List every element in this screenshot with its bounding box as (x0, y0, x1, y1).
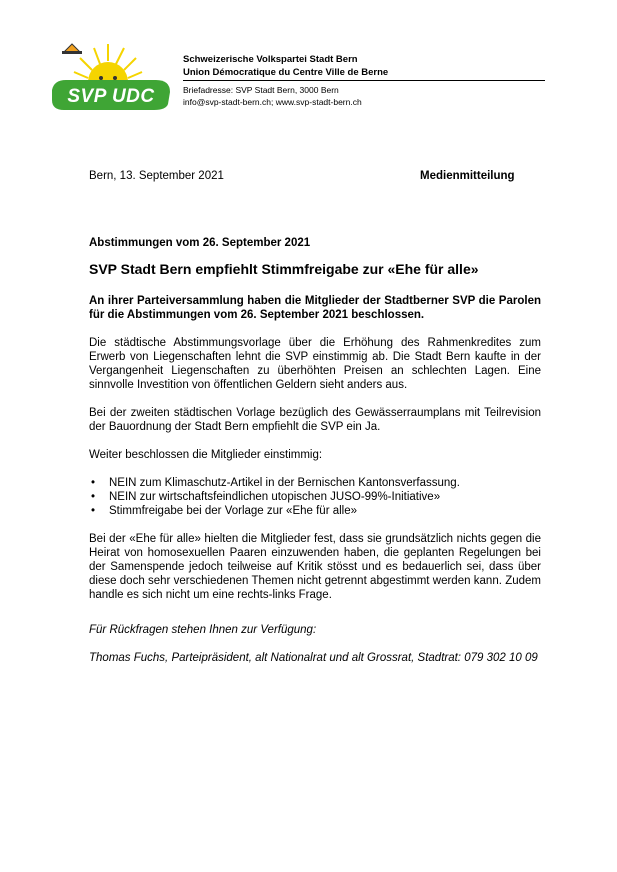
logo-text: SVP UDC (67, 86, 155, 107)
list-item: • NEIN zur wirtschaftsfeindlichen utopischen JUSO-99%-Initiative» (89, 490, 541, 504)
header-divider (183, 80, 545, 81)
headline: SVP Stadt Bern empfiehlt Stimmfreigabe zur «Ehe für alle» (89, 261, 479, 277)
contact-block (89, 623, 538, 665)
list-item: • Stimmfreigabe bei der Vorlage zur «Ehe für alle» (89, 504, 541, 518)
contact-person: Thomas Fuchs, Parteipräsident, alt Nationalrat und alt Grossrat, Stadtrat: 079 302 10 09 (89, 652, 538, 664)
paragraph-2: Bei der zweiten städtischen Vorlage bezüglich des Gewässerraumplans mit Teilrevision der Bauordnung der Stadt Bern empfiehlt die SVP ein Ja. (89, 407, 541, 433)
vote-date: Abstimmungen vom 26. September 2021 (89, 237, 311, 249)
paragraph-4: Bei der «Ehe für alle» hielten die Mitglieder fest, dass sie grundsätzlich nichts gegen die Heirat von homosexuellen Paaren einzuwenden haben, die geplanten Regelungen bei der Samenspende jedoch teilweise auf Kritik stösst und es bedauerlich sei, dass über diese doch sehr verschiedenen Themen nicht getrennt abgestimmt werden kann. Zudem handle es sich nicht um eine rechts-links Frage. (89, 533, 541, 601)
paragraph-3: Weiter beschlossen die Mitglieder einstimmig: (89, 449, 323, 461)
paragraph-1: Die städtische Abstimmungsvorlage über die Erhöhung des Rahmenkredites zum Erwerb von Liegenschaften lehnt die SVP einstimmig ab. Die Stadt Bern kaufte in der Vergangenheit Liegenschaften zu überhöhten Preisen an schlechten Lagen. Eine sinnvolle Investition von öffentlichen Geldern sieht anders aus. (89, 337, 541, 391)
contact-intro: Für Rückfragen stehen Ihnen zur Verfügung: (89, 624, 317, 636)
svp-logo (50, 38, 172, 110)
org-address: Briefadresse: SVP Stadt Bern, 3000 Bern (183, 85, 339, 95)
article-body (89, 294, 541, 616)
org-contact: info@svp-stadt-bern.ch; www.svp-stadt-bern.ch (183, 97, 362, 107)
lead-paragraph: An ihrer Parteiversammlung haben die Mitglieder der Stadtberner SVP die Parolen für die Abstimmungen vom 26. September 2021 beschlossen. (89, 295, 541, 321)
dateline: Bern, 13. September 2021 (89, 170, 224, 182)
doc-type: Medienmitteilung (420, 170, 515, 182)
list-item: • NEIN zum Klimaschutz-Artikel in der Bernischen Kantonsverfassung. (89, 476, 541, 490)
org-header (183, 54, 545, 108)
org-name-de: Schweizerische Volkspartei Stadt Bern (183, 54, 358, 65)
org-name-fr: Union Démocratique du Centre Ville de Berne (183, 66, 389, 78)
resolution-list (89, 476, 541, 518)
